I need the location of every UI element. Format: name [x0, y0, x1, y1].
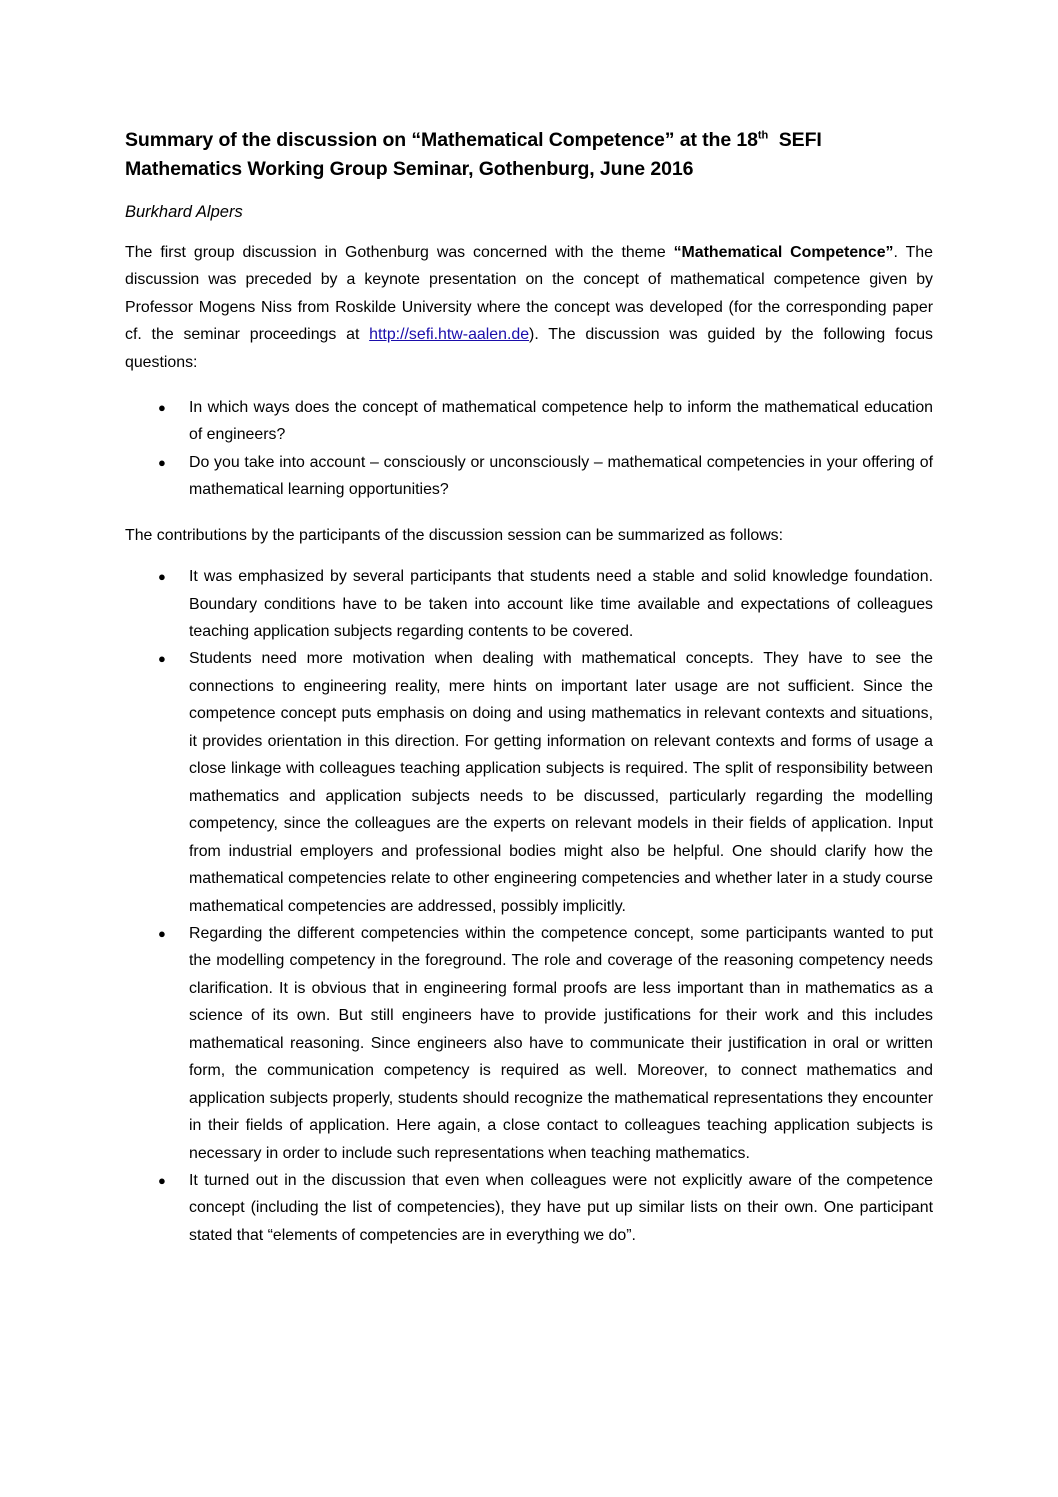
- list-item: ● It turned out in the discussion that even when colleagues were not explicitly aware of the competence concept (including the list of competencies), they have put up similar lists on their own. One participant stated that “elements of competencies are in everything we do”.: [125, 1167, 933, 1249]
- contributions-list: [125, 563, 933, 1249]
- bullet-icon: ●: [158, 1173, 166, 1189]
- focus-questions-list: [125, 394, 933, 504]
- document-page: [125, 126, 933, 1267]
- list-item: ● Do you take into account – consciously or unconsciously – mathematical competencies in your offering of mathematical learning opportunities?: [125, 449, 933, 504]
- title-text-part1: Summary of the discussion on “Mathematical Competence” at the 18: [125, 129, 758, 151]
- list-item: ● Regarding the different competencies within the competence concept, some participants wanted to put the modelling competency in the foreground. The role and coverage of the reasoning competency needs clarification. It is obvious that in engineering formal proofs are less important than in mathematics as a science of its own. But still engineers have to provide justifications for their work and this includes mathematical reasoning. Since engineers also have to communicate their justification in oral or written form, the communication competency is required as well. Moreover, to connect mathematics and application subjects properly, students should recognize the mathematical representations they encounter in their fields of application. Here again, a close contact to colleagues teaching application subjects is necessary in order to include such representations when teaching mathematics.: [125, 920, 933, 1167]
- theme-bold: “Mathematical Competence”: [673, 244, 894, 261]
- document-title: [125, 126, 933, 184]
- intro-paragraph: The first group discussion in Gothenburg was concerned with the theme “Mathematical Competence”. The discussion was preceded by a keynote presentation on the concept of mathematical competence given by Professor Mogens Niss from Roskilde University where the concept was developed (for the corresponding paper cf. the seminar proceedings at http://sefi.htw-aalen.de). The discussion was guided by the following focus questions:: [125, 244, 933, 371]
- list-item: ● Students need more motivation when dealing with mathematical concepts. They have to see the connections to engineering reality, mere hints on important later usage are not sufficient. Since the competence concept puts emphasis on doing and using mathematics in relevant contexts and situations, it provides orientation in this direction. For getting information on relevant contexts and forms of usage a close linkage with colleagues teaching application subjects is required. The split of responsibility between mathematics and application subjects needs to be discussed, particularly regarding the modelling competency, since the colleagues are the experts on relevant models in their fields of application. Input from industrial employers and professional bodies might also be helpful. One should clarify how the mathematical competencies relate to other engineering competencies and whether later in a study course mathematical competencies are addressed, possibly implicitly.: [125, 645, 933, 920]
- contributions-intro: The contributions by the participants of the discussion session can be summarized as follows:: [125, 526, 784, 544]
- title-text-part2: SEFI Mathematics Working Group Seminar, Gothenburg, June 2016: [125, 129, 822, 180]
- bullet-icon: ●: [158, 925, 166, 941]
- bullet-icon: ●: [158, 400, 166, 416]
- author-name: Burkhard Alpers: [125, 203, 243, 221]
- list-item: ● In which ways does the concept of mathematical competence help to inform the mathematical education of engineers?: [125, 394, 933, 449]
- bullet-icon: ●: [158, 651, 166, 667]
- proceedings-link[interactable]: http://sefi.htw-aalen.de: [369, 326, 530, 344]
- title-superscript: th: [757, 129, 769, 142]
- bullet-icon: ●: [158, 569, 166, 585]
- list-item: ● It was emphasized by several participants that students need a stable and solid knowledge foundation. Boundary conditions have to be taken into account like time available and expectations of colleagues teaching application subjects regarding contents to be covered.: [125, 563, 933, 645]
- bullet-icon: ●: [158, 454, 166, 470]
